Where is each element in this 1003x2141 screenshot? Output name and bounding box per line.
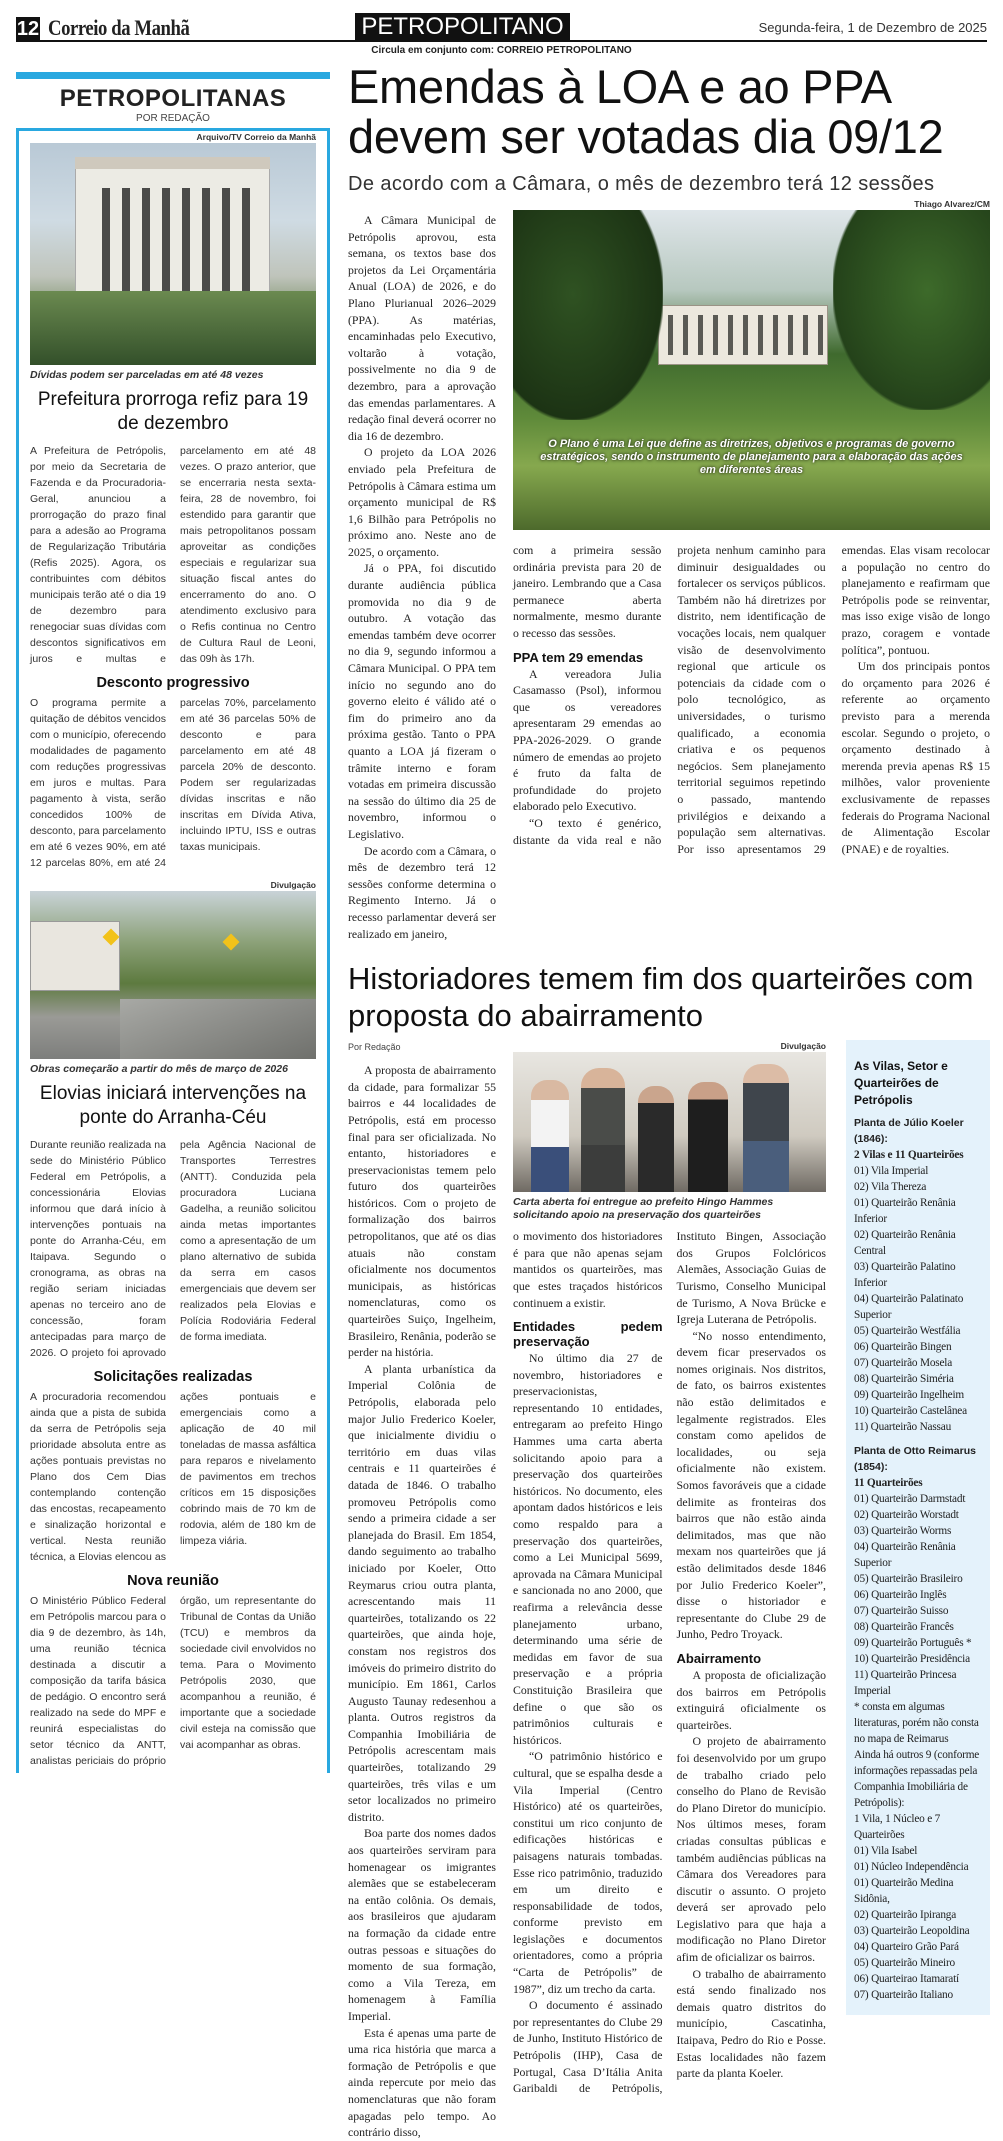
list-item: 04) Quarteiro Grão Pará	[854, 1941, 959, 1954]
list-item: 02) Quarteirão Worstadt	[854, 1509, 959, 1522]
newspaper-logo: Correio da Manhã	[48, 15, 190, 40]
article-body-col1-wrap	[348, 1040, 496, 2141]
subheading: Solicitações realizadas	[93, 1369, 253, 1385]
article-headline-elovias: Elovias iniciará intervenções na ponte do Arranha-Céu	[39, 1083, 307, 1128]
koeler-list	[854, 1163, 984, 1435]
list-item: 02) Vila Thereza	[854, 1181, 927, 1194]
section-accent-bar	[16, 72, 330, 79]
photo-road-bridge	[30, 891, 316, 1059]
paragraph: A proposta de oficialização dos bairros em Petrópolis extinguirá oficialmente os quarteirões.	[676, 1667, 826, 1732]
plan-label: Planta de Júlio Koeler (1846):	[854, 1117, 964, 1146]
paragraph: A Prefeitura de Petrópolis, por meio da Secretaria de Fazenda e da Procuradoria-Geral, anunciou a prorrogação do prazo final para a adesão ao Programa de Regularização Tributária (Refis 2025). Agora, os contribuintes com débitos municipais terão até o dia 19 de dezembro para renegociar suas dívidas com descontos significativos em juros e multas e parcelamento em até 48 vezes. O prazo anterior, que se encerraria nesta sexta-feira, 28 de novembro, foi estendido para garantir que mais petropolitanos possam aproveitar as condições especiais e regularizar sua situação fiscal antes do encerramento do ano. O atendimento exclusivo para o Refis continua no Centro de Cultura Raul de Leoni, das 09h às 17h.	[30, 445, 316, 665]
list-item: 06) Quarteirao Itamaratí	[854, 1973, 959, 1986]
list-item: 04) Quarteirão Palatinato Superior	[854, 1293, 964, 1322]
paragraph: O trabalho de abairramento está sendo finalizado nos demais quatro distritos do município, Cascatinha, Itaipava, Pedro do Rio e Posse. Estas localidades não fazem parte da planta Koeler.	[676, 1966, 826, 2081]
photo-credit: Thiago Alvarez/CM	[914, 199, 990, 209]
list-item: 07) Quarteirão Italiano	[854, 1989, 953, 2002]
article-body-cols	[513, 1228, 826, 2097]
list-item: 07) Quarteirão Mosela	[854, 1357, 953, 1370]
photo-credit: Arquivo/TV Correio da Manhã	[196, 132, 316, 142]
list-item: 03) Quarteirão Worms	[854, 1525, 952, 1538]
list-item: 06) Quarteirão Bingen	[854, 1341, 952, 1354]
second-article	[348, 1040, 990, 2141]
photo-camara-municipal	[513, 210, 990, 530]
subheading: Entidades pedem preservação	[513, 1319, 663, 1350]
reimarus-list	[854, 1491, 984, 1699]
main-article	[348, 198, 990, 942]
paragraph: “O patrimônio histórico e cultural, que se espalha desde a Vila Imperial (Centro Histórico) até os quarteirões, constitui um rico conjunto de edificações históricas e paisagens naturais tombadas. Esse rico patrimônio, traduzido em um direito e responsabilidade de todos, conforme previsto em legislações e documentos orientadores, como a própria “Carta de Petrópolis” de 1987”, diz um trecho da carta.	[513, 1749, 663, 1996]
paragraph: O Ministério Público Federal em Petrópolis marcou para o dia 9 de dezembro, às 14h, uma reunião técnica destinada a discutir a composição da tarifa básica de pedágio. O encontro será realizado na sede do MPF e reunirá especialistas do setor técnico da ANTT, analistas periciais do próprio órgão, um representante do Tribunal de Contas da União (TCU) e membros da sociedade civil envolvidos no tema. Para o Movimento Petrópolis 2030, que acompanhou a reunião, é importante que a sociedade civil esteja na comissão que vai acompanhar as obras.	[30, 1595, 316, 1767]
page-number: 12	[16, 18, 40, 40]
sidebar-title: As Vilas, Setor e Quarteirões de Petrópolis	[854, 1059, 948, 1108]
paragraph: com a primeira sessão ordinária prevista para 20 de janeiro. Lembrando que a Casa permanece aberta normalmente, mesmo durante o recesso das sessões.	[513, 543, 662, 640]
main-subheadline: De acordo com a Câmara, o mês de dezembro terá 12 sessões	[348, 173, 935, 195]
subheading: Desconto progressivo	[96, 675, 250, 691]
list-item: 09) Quarteirão Português *	[854, 1637, 972, 1650]
list-item: 08) Quarteirão Siméria	[854, 1373, 954, 1386]
column-heading: PETROPOLITANAS	[59, 85, 287, 112]
list-item: 01) Quarteirão Darmstadt	[854, 1493, 966, 1506]
list-item: 01) Núcleo Independência	[854, 1861, 969, 1874]
list-item: 09) Quarteirão Ingelheim	[854, 1389, 965, 1402]
paragraph: No último dia 27 de novembro, historiadores e preservacionistas, representando 10 entidades, entregaram ao prefeito Hingo Hammes uma carta aberta solicitando apoio para a preservação dos quarteirões históricos. No documento, eles apontam dados históricos e leis como respaldo para a preservação dos quarteirões, como a Lei Municipal 5699, aprovada na Câmara Municipal e sancionada no ano 2000, que reafirma a relevância desse planejamento urbano, determinando uma série de medidas em favor de sua preservação e a própria Constituição Brasileira que define o que são os patrimônios culturais e históricos.	[513, 1351, 663, 1747]
article-body-cols	[513, 542, 990, 857]
photo-caption: O Plano é uma Lei que define as diretrizes, objetivos e programas de governo estratégicos, sendo o instrumento de planejamento para a elaboração das ações em diferentes áreas	[540, 438, 963, 476]
column-byline: POR REDAÇÃO	[136, 113, 210, 124]
paragraph: Esta é apenas uma parte de uma rica história que marca a formação de Petrópolis e que ainda repercute por meio das nomenclaturas que não foram apagadas pelo tempo. Ao contrário disso,	[348, 2025, 496, 2140]
list-item: 01) Vila Imperial	[854, 1165, 929, 1178]
list-item: 02) Quarteirão Ipiranga	[854, 1909, 957, 1922]
photo-caption: Dívidas podem ser parceladas em até 48 vezes	[30, 369, 264, 381]
plan-summary: 2 Vilas e 11 Quarteirões	[854, 1149, 964, 1162]
paragraph: A Câmara Municipal de Petrópolis aprovou, esta semana, os textos base dos projetos da Lei Orçamentária Anual (LOA) de 2026, e do Plano Plurianual 2026–2029 (PPA). As matérias, encaminhadas pelo Executivo, voltarão à votação, possivelmente no dia 9 de dezembro, para a aprovação das emendas parlamentares. A redação final deverá ocorrer no dia 16 de dezembro.	[348, 213, 496, 443]
photo-caption: Obras começarão a partir do mês de março de 2026	[30, 1063, 288, 1075]
article-body-nova-reuniao	[30, 1593, 316, 1769]
article-headline-refiz: Prefeitura prorroga refiz para 19 de dezembro	[37, 389, 309, 434]
subheading: Nova reunião	[127, 1573, 219, 1589]
list-item: 07) Quarteirão Suisso	[854, 1605, 949, 1618]
list-item: 05) Quarteirão Westfália	[854, 1325, 961, 1338]
list-item: 01) Quarteirão Renânia Inferior	[854, 1197, 956, 1226]
circulation-note: Circula em conjunto com: CORREIO PETROPOLITANO	[371, 45, 632, 56]
footnote: * consta em algumas literaturas, porém não consta no mapa de Reimarus	[854, 1701, 979, 1746]
paragraph: A vereadora Julia Casamasso (Psol), informou que os vereadores apresentaram 29 emendas ao PPA-2026-2029. O grande número de emendas ao projeto é fruto da falta de profundidade do projeto elaborado pelo Executivo.	[513, 666, 662, 814]
paragraph: Boa parte dos nomes dados aos quarteirões serviram para homenagear os imigrantes alemães que se estabeleceram na então colônia. Os demais, aos brasileiros que ajudaram na formação da cidade entre outras pessoas e situações do momento de sua formação, como a Vila Tereza, em homenagem à Família Imperial.	[348, 1826, 496, 2023]
others-summary: 1 Vila, 1 Núcleo e 7 Quarteirões	[854, 1813, 941, 1842]
paragraph: De acordo com a Câmara, o mês de dezembro terá 12 sessões conforme determina o Regimento Interno. Já o recesso parlamentar deverá ser realizado em janeiro,	[348, 843, 496, 941]
main-article-right	[513, 198, 990, 857]
paragraph: A proposta de abairramento da cidade, para formalizar 55 bairros e 44 localidades de Petrópolis, está em processo final para ser oficializada. No entanto, historiadores e preservacionistas temem pelo futuro dos quarteirões históricos. Com o projeto de formalização dos bairros petropolitanos, que até os dias atuais não constam oficialmente nos documentos municipais, as históricas nomenclaturas, como os quarteirões Suiço, Ingelheim, Brasileiro, Renânia, poderão se perder na história.	[348, 1063, 496, 1360]
issue-date: Segunda-feira, 1 de Dezembro de 2025	[758, 20, 987, 35]
list-item: 02) Quarteirão Renânia Central	[854, 1229, 956, 1258]
subheading: PPA tem 29 emendas	[513, 649, 644, 665]
photo-credit: Divulgação	[780, 1041, 826, 1052]
list-item: 05) Quarteirão Brasileiro	[854, 1573, 963, 1586]
article-body-refiz	[30, 443, 316, 667]
list-item: 01) Quarteirão Medina Sidônia,	[854, 1877, 954, 1906]
list-item: 06) Quarteirão Inglês	[854, 1589, 947, 1602]
plan-label: Planta de Otto Reimarus (1854):	[854, 1445, 976, 1474]
list-item: 03) Quarteirão Palatino Inferior	[854, 1261, 956, 1290]
article-body-col1	[348, 198, 496, 942]
paragraph: o movimento dos historiadores é para que não apenas sejam mantidos os quarteirões, mas que estes traçados históricos continuem a existir.	[513, 1229, 663, 1310]
list-item: 10) Quarteirão Presidência	[854, 1653, 970, 1666]
photo-caption: Carta aberta foi entregue ao prefeito Hingo Hammes solicitando apoio na preservação dos quarteirões	[513, 1196, 774, 1222]
main-headline: Emendas à LOA e ao PPA devem ser votadas dia 09/12	[348, 60, 944, 163]
list-item: 11) Quarteirão Nassau	[854, 1421, 952, 1434]
byline: Por Redação	[348, 1042, 401, 1053]
article-body-desconto	[30, 695, 316, 871]
article-body-elovias	[30, 1137, 316, 1361]
paragraph: Durante reunião realizada na sede do Ministério Público Federal em Petrópolis, a concessionária Elovias informou que dará início à intervenções pontuais na ponte do Arranha-Céu, em Itaipava. Segundo o cronograma, as obras na região seriam iniciadas apenas no terceiro ano de concessão, foram antecipadas para março de 2026. O projeto foi aprovado pela Agência Nacional de Transportes Terrestres (ANTT). Conduzida pela procuradora Luciana Gadelha, a reunião solicitou ainda metas importantes como a apresentação de um plano alternativo de subida da serra em casos emergenciais que devem ser realizados pela Elovias e Polícia Rodoviária Federal de forma imediata.	[30, 1139, 316, 1359]
plan-summary: 11 Quarteirões	[854, 1477, 923, 1490]
photo-historic-building	[30, 143, 316, 365]
paragraph: “O texto é genérico, distante da vida real e não projeta nenhum caminho para diminuir desigualdades ou fortalecer os serviços públicos. Também não há diretrizes por distrito, nem identificação de vocações locais, nem qualquer visão de desenvolvimento regional que articule os potenciais da cidade com o polo tecnológico, as universidades, o turismo qualificado, a economia criativa e os pequenos negócios. Sem planejamento territorial seguimos repetindo o passado, mantendo privilégios e deixando a população sem alternativas. Por isso apresentamos 29 emendas. Elas visam recolocar a população no centro do planejamento e reafirmam que Petrópolis pode se reinventar, mas isso exige visão de longo prazo, coragem e vontade política”, pontuou.	[513, 543, 990, 856]
second-article-middle	[513, 1040, 826, 2097]
paragraph: Já o PPA, foi discutido durante audiência pública promovida no dia 9 de outubro. A votação das emendas também deve ocorrer no dia 9, segundo informou a Câmara Municipal. O PPA tem início no segundo ano do governo eleito é válido até o fim do primeiro ano da próxima gestão. Tanto o PPA quanto a LOA já fizeram o trâmite interno e foram votadas em primeira discussão na sessão do último dia 25 de novembro, informou o Legislativo.	[348, 561, 496, 841]
paragraph: O projeto de abairramento foi desenvolvido por um grupo de trabalho criado pelo conselho do Plano de Revisão do Plano Diretor do município. Nos últimos meses, foram criadas consultas públicas e também audiências públicas na Câmara dos Vereadores para discutir o assunto. O projeto deverá ser aprovado pelo Legislativo para que haja a modificação no Plano Diretor afim de oficializar os bairros.	[676, 1734, 826, 1965]
list-item: 03) Quarteirão Leopoldina	[854, 1925, 970, 1938]
article-body-col1	[348, 1062, 496, 2141]
briefs-column	[16, 62, 330, 2141]
article-body-solicitacoes	[30, 1389, 316, 1565]
subheading: Abairramento	[676, 1650, 762, 1666]
photo-historians-group	[513, 1052, 826, 1192]
main-area	[348, 62, 990, 2141]
briefs-box	[16, 128, 330, 1773]
others-list	[854, 1843, 984, 2003]
paragraph: “No nosso entendimento, devem ficar preservados os nomes originais. Nos distritos, de fato, os bairros existentes não estão delimitados e legalmente registrados. Eles constam como apelidos de localidades, ou seja oficialmente não existem. Somos favoráveis que a cidade delimite as fronteiras dos bairros que não estão ainda delimitados, mas que não mexam nos quarteirões que já estão delimitados desde 1846 por Julio Frederico Koeler”, disse o historiador e representante do Clube 29 de Junho, Pedro Troyack.	[676, 1328, 826, 1642]
list-item: 05) Quarteirão Mineiro	[854, 1957, 956, 1970]
list-item: 08) Quarteirão Francês	[854, 1621, 954, 1634]
paragraph: Um dos principais pontos do orçamento para 2026 é referente ao orçamento previsto para a merenda escolar. Segundo o projeto, o orçamento destinado à merenda previa apenas R$ 15 milhões, valor proveniente exclusivamente de repasses federais do Programa Nacional de Alimentação Escolar (PNAE) e de royalties.	[841, 659, 990, 856]
paragraph: A procuradoria recomendou ainda que a pista de subida da serra de Petrópolis seja prioridade absoluta entre as ações pontuais previstas no Plano dos Cem Dias contemplando contenção das encostas, recapeamento e sinalização horizontal e vertical. Nesta reunião técnica, a Elovias elencou as ações pontuais e emergenciais como a aplicação de 40 mil toneladas de massa asfáltica para reparos e nivelamento de pavimentos em trechos críticos em 15 disposições cobrindo mais de 70 km de rodovia, além de 180 km de limpeza viária.	[30, 1391, 316, 1563]
paragraph: O documento é assinado por representantes do Clube 29 de Junho, Instituto Histórico de Petrópolis (IHP), Casa de Portugal, Casa D’Itália Anita Garibaldi de Petrópolis, Instituto Bingen, Associação dos Grupos Folclóricos Alemães, Associação Guias de Turismo, Conselho Municipal de Turismo, A Nova Brücke e Igreja Luterana de Petrópolis.	[513, 1229, 826, 2096]
list-item: 01) Vila Isabel	[854, 1845, 918, 1858]
list-item: 04) Quarteirão Renânia Superior	[854, 1541, 956, 1570]
second-headline: Historiadores temem fim dos quarteirões com proposta do abairramento	[348, 961, 974, 1034]
list-item: 10) Quarteirão Castelânea	[854, 1405, 967, 1418]
section-label: PETROPOLITANO	[355, 13, 570, 40]
list-item: 11) Quarteirão Princesa Imperial	[854, 1669, 957, 1698]
photo-credit: Divulgação	[270, 880, 316, 890]
paragraph: A planta urbanística da Imperial Colônia de Petrópolis, elaborada pelo major Julio Frederico Koeler, que inicialmente dividiu o território em duas vilas centrais e 11 quarteirões é datada de 1846. O trabalho promoveu Petrópolis como sendo a primeira cidade a ser planejada do Brasil. Em 1854, dando seguimento ao trabalho iniciado por Koeler, Otto Reymarus criou outra planta, acrescentando mais 11 quarteirões, totalizando os 22 quarteirões, que ainda hoje, constam nos registros dos imóveis do primeiro distrito do município. Em 1861, Carlos Augusto Taunay redesenhou a planta. Outros registros da Companhia Imobiliária de Petrópolis acrescentam mais quarteirões, totalizando 29 quarteirões, três vilas e um setor localizados no primeiro distrito.	[348, 1361, 496, 1824]
paragraph: O projeto da LOA 2026 enviado pela Prefeitura de Petrópolis à Câmara estima um orçamento municipal de R$ 1,6 Bilhão para Petrópolis no próximo ano. Neste ano de 2025, o orçamento.	[348, 445, 496, 559]
quarteiroes-sidebar	[846, 1040, 990, 2015]
paragraph: O programa permite a quitação de débitos vencidos com o município, oferecendo modalidades de pagamento com reduções progressivas em juros e multas. Para pagamento à vista, serão concedidos 100% de desconto, para parcelamento em até 6 vezes 90%, em até 12 parcelas 80%, em até 24 parcelas 70%, parcelamento em até 36 parcelas 50% de desconto e para parcelamento em até 48 parcela 20% de desconto. Podem ser regularizadas dívidas inscritas e não inscritas em Dívida Ativa, incluindo IPTU, ISS e outras taxas municipais.	[30, 697, 316, 869]
others-note: Ainda há outros 9 (conforme informações repassadas pela Companhia Imobiliária de Petrópolis):	[854, 1749, 980, 1810]
